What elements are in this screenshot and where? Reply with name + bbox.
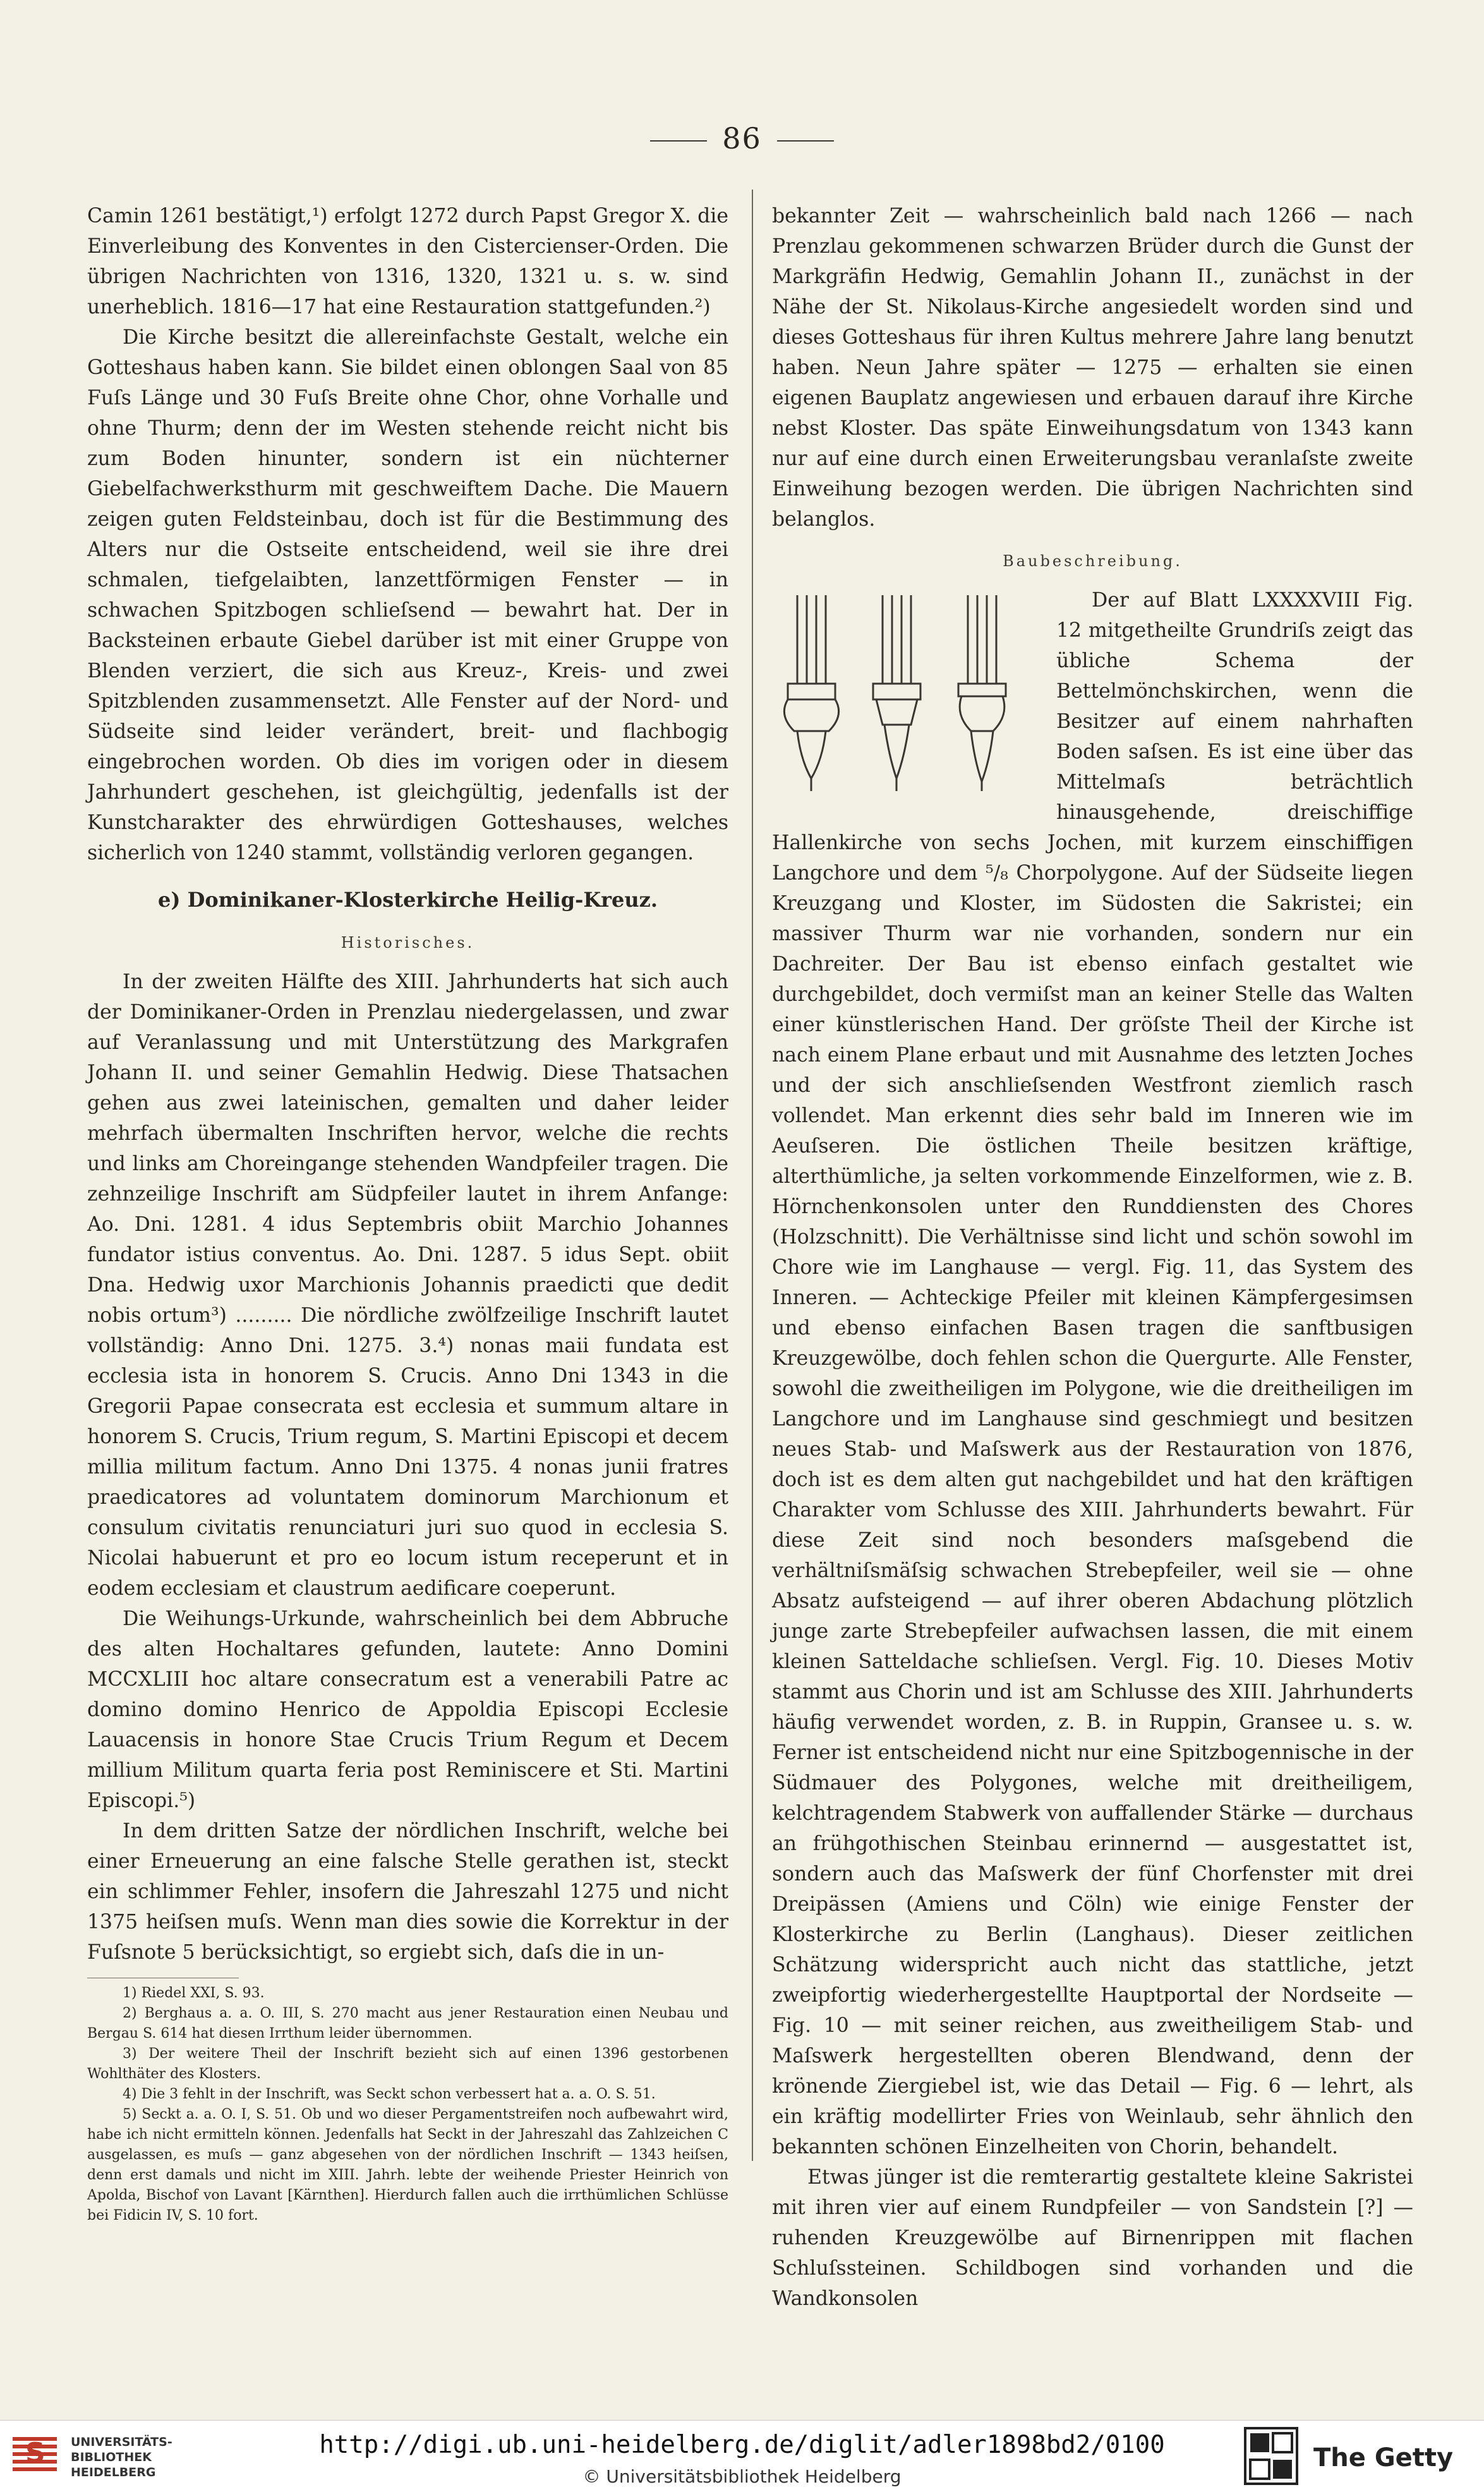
footer-bar [0,2420,1484,2492]
page-number-rule-right [777,140,834,142]
footnote: 2) Berghaus a. a. O. III, S. 270 macht aus jener Restauration einen Neubau und Bergau S. 614 hat diesen Irrthum leider übernommen. [87,2005,728,2041]
source-url-link[interactable]: http://digi.ub.uni-heidelberg.de/diglit/adler1898bd2/0100 [319,2431,1165,2459]
paragraph: Die Kirche besitzt die allereinfachste Gestalt, welche ein Gotteshaus haben kann. Sie bildet einen oblongen Saal von 85 Fuſs Länge und 30 Fuſs Breite ohne Chor, ohne Vorhalle und ohne Thurm; denn der im Westen stehende reicht nicht bis zum Boden hinunter, sondern ist ein nüchterner Giebelfachwerksthurm mit geschweiftem Dache. Die Mauern zeigen guten Feldsteinbau, doch ist für die Bestimmung des Alters nur die Ostseite entscheidend, weil sie ihre drei schmalen, tiefgelaibten, lanzettförmigen Fenster — in schwachen Spitzbogen schlieſsend — bewahrt hat. Der in Backsteinen erbaute Giebel darüber ist mit einer Gruppe von Blenden verziert, die sich aus Kreuz-, Kreis- und zwei Spitzblenden zusammensetzt. Alle Fenster auf der Nord- und Südseite sind leider verändert, breit- und flachbogig eingebrochen worden. Ob dies im vorigen oder in diesem Jahrhundert geschehen, ist gleichgültig, jedenfalls ist der Kunstcharakter des ehrwürdigen Gotteshauses, welches sicherlich von 1240 stammt, vollständig verloren gegangen. [87,326,728,864]
paragraph: Camin 1261 bestätigt,¹) erfolgt 1272 durch Papst Gregor X. die Einverleibung des Konventes in den Cistercienser-Orden. Die übrigen Nachrichten von 1316, 1320, 1321 u. s. w. sind unerheblich. 1816—17 hat eine Restauration stattgefunden.²) [87,205,728,318]
copyright-text: © Universitätsbibliothek Heidelberg [582,2466,902,2487]
svg-text:S: S [25,2437,45,2469]
paragraph: bekannter Zeit — wahrscheinlich bald nach 1266 — nach Prenzlau gekommenen schwarzen Brüder durch die Gunst der Markgräfin Hedwig, Gemahlin Johann II., zunächst in der Nähe der St. Nikolaus-Kirche angesiedelt worden sind und dieses Gotteshaus für ihren Kultus mehrere Jahre lang benutzt haben. Neun Jahre später — 1275 — erhalten sie einen eigenen Bauplatz angewiesen und erbauen darauf ihre Kirche nebst Kloster. Das späte Einweihungsdatum von 1343 kann nur auf eine durch einen Erweiterungsbau veranlaſste zweite Einweihung bezogen werden. Die übrigen Nachrichten sind belanglos. [772,205,1413,531]
section-heading: e) Dominikaner-Klosterkirche Heilig-Kreuz. [158,888,658,912]
footnote: 5) Seckt a. a. O. I, S. 51. Ob und wo dieser Pergamentstreifen noch aufbewahrt wird, habe ich nicht ermitteln können. Jedenfalls hat Seckt in der Jahreszahl das Zahlzeichen C ausgelassen, es muſs — ganz abgesehen von der nördlichen Inschrift — 1343 heiſsen, denn erst damals und nicht im XIII. Jahrh. lebte der weihende Priester Heinrich von Apolda, Bischof von Lavant [Kärnthen]. Hierdurch fallen auch die irrthümlichen Schlüsse bei Fidicin IV, S. 10 fort. [87,2107,728,2223]
console-drawing-2 [873,595,920,791]
paragraph: Etwas jünger ist die remterartig gestaltete kleine Sakristei mit ihren vier auf einem Rundpfeiler — von Sandstein [?] — ruhenden Kreuzgewölbe auf Birnenrippen mit flachen Schluſssteinen. Schildbogen sind vorhanden und die Wandkonsolen [772,2166,1413,2310]
column-divider [752,190,753,2161]
paragraph: Die Weihungs-Urkunde, wahrscheinlich bei dem Abbruche des alten Hochaltares gefunden, lautete: Anno Domini MCCXLIII hoc altare consecratum est a venerabili Patre ac domino domino Henrico de Appoldia Episcopi Ecclesie Lauacensis in honore Stae Crucis Trium Regum et Decem millium Militum quarta feria post Reminiscere et Sti. Martini Episcopi.⁵) [87,1607,728,1812]
subheading: Historisches. [341,934,475,952]
getty-text: The Getty [1313,2443,1454,2472]
page-number-rule-left [650,140,707,142]
footnote: 4) Die 3 fehlt in der Inschrift, was Seckt schon verbessert hat a. a. O. S. 51. [123,2086,656,2102]
console-drawing-1 [784,595,838,791]
paragraph: In dem dritten Satze der nördlichen Inschrift, welche bei einer Erneuerung an eine falsche Stelle gerathen ist, steckt ein schlimmer Fehler, insofern die Jahreszahl 1275 und nicht 1375 heiſsen muſs. Wenn man dies sowie die Korrektur in der Fuſsnote 5 berücksichtigt, so ergiebt sich, daſs die in un- [87,1820,728,1964]
paragraph: Der auf Blatt LXXXXVIII Fig. 12 mitgetheilte Grundriſs zeigt das übliche Schema der Bettelmönchskirchen, wenn die Besitzer auf einem nahrhaften Boden saſsen. Es ist eine über das Mittelmaſs beträchtlich hinausgehende, dreischiffige Hallenkirche von sechs Jochen, mit kurzem einschiffigen Langchore und dem ⁵/₈ Chorpolygone. Auf der Südseite liegen Kreuzgang und Kloster, im Südosten die Sakristei; ein massiver Thurm war nie vorhanden, sondern nur ein Dachreiter. Der Bau ist ebenso einfach gestaltet wie durchgebildet, doch vermiſst man an keiner Stelle das Walten einer künstlerischen Hand. Der gröſste Theil der Kirche ist nach einem Plane erbaut und mit Ausnahme des letzten Joches und der sich anschlieſsenden Westfront ziemlich rasch vollendet. Man erkennt dies sehr bald im Inneren wie im Aeuſseren. Die östlichen Theile besitzen kräftige, alterthümliche, ja selten vorkommende Einzelformen, wie z. B. Hörnchenkonsolen unter den Runddiensten des Chores (Holzschnitt). Die Verhältnisse sind licht und schön sowohl im Chore wie im Langhause — vergl. Fig. 11, das System des Inneren. — Achteckige Pfeiler mit kleinen Kämpfergesimsen und ebenso einfachen Basen tragen die sanftbusigen Kreuzgewölbe, doch fehlen schon die Quergurte. Alle Fenster, sowohl die zweitheiligen im Polygone, wie die dreitheiligen im Langchore und im Langhause sind geschmiegt und besitzen neues Stab- und Maſswerk aus der Restauration von 1876, doch ist es dem alten gut nachgebildet und hat den kräftigen Charakter vom Schlusse des XIII. Jahrhunderts bewahrt. Für diese Zeit sind noch besonders maſsgebend die verhältniſsmäſsig schwachen Strebepfeiler, weil sie — ohne Absatz aufsteigend — auf ihrer oberen Abdachung plötzlich junge zarte Strebepfeiler aufwachsen lassen, die mit einem kleinen Satteldache schlieſsen. Vergl. Fig. 10. Dieses Motiv stammt aus Chorin und ist am Schlusse des XIII. Jahrhunderts häufig verwendet worden, z. B. in Ruppin, Gransee u. s. w. Ferner ist entscheidend nicht nur eine Spitzbogennische in der Südmauer des Polygones, welche mit dreitheiligem, kelchtragendem Stabwerk von auffallender Stärke — durchaus an frühgothischen Steinbau erinnernd — ausgestattet ist, sondern auch das Maſswerk der fünf Chorfenster mit drei Dreipässen (Amiens und Cöln) wie einige Fenster der Klosterkirche zu Berlin (Langhaus). Dieser zeitlichen Schätzung widerspricht auch nicht das stattliche, jetzt zweipfortig wiederhergestellte Hauptportal der Nordseite — Fig. 10 — mit seiner reichen, aus zweitheiligem Stab- und Maſswerk hergestellten oberen Blendwand, denn der krönende Ziergiebel ist, wie das Detail — Fig. 6 — lehrt, als ein kräftig modellirter Fries von Weinlaub, sehr ähnlich den bekannten schönen Einzelheiten von Chorin, behandelt. [772,589,1413,2158]
console-drawing-3 [958,595,1006,791]
horn-consoles-illustration [772,589,1044,797]
getty-logo[interactable] [1244,2427,1459,2485]
footnote: 3) Der weitere Theil der Inschrift bezieht sich auf einen 1396 gestorbenen Wohlthäter des Klosters. [87,2046,728,2082]
woodcut-figure [772,589,1044,797]
right-column [772,201,1413,2314]
getty-mark-icon [1244,2427,1298,2485]
footnote-rule [87,1978,239,1983]
logo-line: UNIVERSITÄTS- [71,2435,172,2449]
paragraph: In der zweiten Hälfte des XIII. Jahrhunderts hat sich auch der Dominikaner-Orden in Prenzlau niedergelassen, und zwar auf Veranlassung und mit Unterstützung des Markgrafen Johann II. und seiner Gemahlin Hedwig. Diese Thatsachen gehen aus zwei lateinischen, gemalten und daher leider mehrfach übermalten Inschriften hervor, welche die rechts und links am Choreingange stehenden Wandpfeiler tragen. Die zehnzeilige Inschrift am Südpfeiler lautet in ihrem Anfange: Ao. Dni. 1281. 4 idus Septembris obiit Marchio Johannes fundator istius conventus. Ao. Dni. 1287. 5 idus Sept. obiit Dna. Hedwig uxor Marchionis Johannis praedicti que dedit nobis ortum³) ......... Die nördliche zwölfzeilige Inschrift lautet vollständig: Anno Dni. 1275. 3.⁴) nonas maii fundata est ecclesia ista in honorem S. Crucis. Anno Dni 1343 in die Gregorii Papae consecrata est ecclesia et summum altare in honorem S. Crucis, Trium regum, S. Martini Episcopi et decem millia militum factum. Anno Dni 1375. 4 nonas junii fratres praedicatores ad voluntatem dominorum Marchionum et consulum civitatis renunciaturi juri suo quod in ecclesia S. Nicolai habuerunt et pro eo locum istum receperunt et in eodem ecclesiam et claustrum aedificare coeperunt. [87,971,728,1600]
page-number [0,121,1484,155]
left-column [87,201,728,2226]
footnote: 1) Riedel XXI, S. 93. [123,1985,265,2001]
page-number-text: 86 [722,121,762,155]
logo-line: HEIDELBERG [71,2465,156,2479]
logo-line: BIBLIOTHEK [71,2450,152,2464]
subheading: Baubeschreibung. [1003,552,1183,570]
